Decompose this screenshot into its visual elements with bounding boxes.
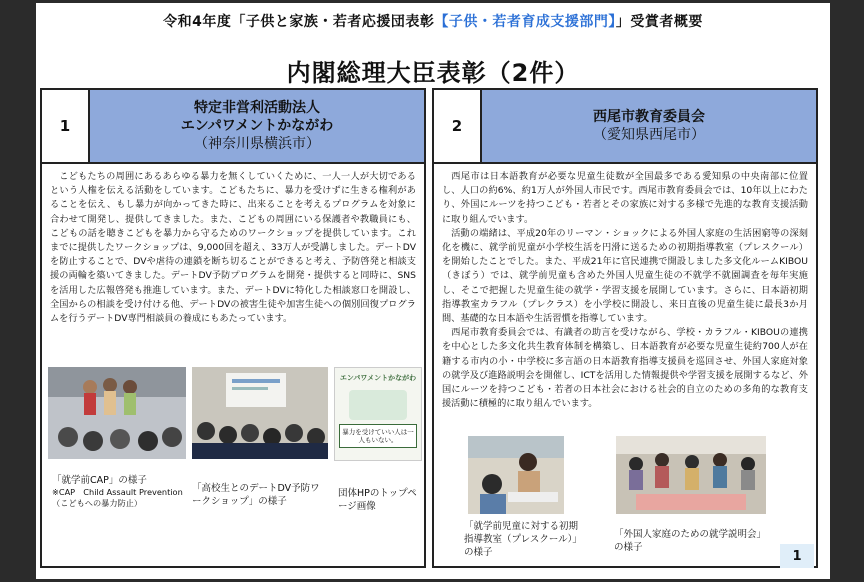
- organization-location: （神奈川県横浜市）: [194, 136, 320, 152]
- caption-photo-1: [52, 474, 184, 509]
- header-title-post: 」受賞者概要: [615, 14, 703, 30]
- caption-main: 「高校生とのデートDV予防ワークショップ」の様子: [192, 483, 320, 507]
- organization-name-line2: エンパワメントかながわ: [180, 118, 334, 134]
- description-paragraph: 活動の端緒は、平成20年のリーマン・ショックによる外国人家庭の生活困窮等の深刻化を機に、就学前児童が小学校生活を円滑に送るための初期指導教室（プレスクール）を開始したことでした。また、平成21年に官民連携で開設しました多文化ルームKIBOU（きぼう）では、就学前児童も含めた外国人児童生徒の不就学不就園調査を毎年実施し、そこで把握した児童生徒の就学・学習支援を展開しています。さらに、日本語初期指導教室カラフル（プレクラス）を小学校に開設し、来日直後の児童生徒に最長3か月間、基礎的な日本語や生活習慣を指導しています。: [442, 227, 808, 325]
- caption-photo-2: [192, 482, 324, 508]
- photo-preschool-cap: [48, 367, 186, 459]
- header-title-pre: 令和4年度「子供と家族・若者応援団表彰: [163, 14, 435, 30]
- caption-main: 「就学前CAP」の様子: [52, 475, 147, 486]
- award-card-2: [432, 88, 818, 568]
- caption-main: 団体HPのトップページ画像: [338, 488, 417, 512]
- organization-name-line1: 西尾市教育委員会: [593, 109, 705, 125]
- caption-main: 「外国人家庭のための就学説明会」の様子: [614, 529, 767, 553]
- organization-location: （愛知県西尾市）: [593, 127, 705, 143]
- main-title: 内閣総理大臣表彰（2件）: [286, 59, 580, 87]
- organization-heading: [90, 90, 424, 162]
- caption-photo-3: [338, 487, 420, 513]
- photo-preschool-class: [468, 436, 564, 514]
- award-card-1: [40, 88, 426, 568]
- poster-illustration: [349, 390, 407, 420]
- caption-photo-4: [464, 520, 584, 559]
- card-description: [442, 170, 808, 411]
- document-header: [36, 11, 830, 31]
- caption-main: 「就学前児童に対する初期指導教室（プレスクール）」の様子: [464, 521, 582, 558]
- poster-slogan-text: 暴力を受けていい人は一人もいない。: [339, 424, 417, 448]
- description-paragraph: こどもたちの周囲にあるあらゆる暴力を無くしていくために、一人一人が大切であるという人権を伝える活動をしています。こどもたちに、暴力を受けずに生きる権利があることを伝え、もし暴力が向かってきた時に、出来ることを考えるプログラムを対象に合わせて開発し、提供してきました。また、こどもの周囲にいる保護者や教職員にも、こどもの話を聴きこどもを暴力から守るためのワークショップを提供しています。これまでに提供したワークショップは、9,000回を超え、33万人が受講しました。デートDVを防止することで、DVや虐待の連鎖を断ち切ることができると考え、予防啓発と相談支援の両輪を築いてきました。デートDV予防プログラムを開発・提供すると同時に、SNSを活用した広報啓発も推進しています。また、デートDVに特化した相談窓口を開設し、全国からの相談を受け付ける他、デートDVの被害生徒や加害生徒への個別回復プログラムを行うデートDV専門相談員の養成にもあたっています。: [50, 171, 416, 325]
- organization-heading: [482, 90, 816, 162]
- photo-website-top-page: [334, 367, 422, 461]
- card-header: [434, 90, 816, 164]
- document-page: [36, 3, 830, 579]
- card-header: [42, 90, 424, 164]
- caption-note: ※CAP Child Assault Prevention（こどもへの暴力防止）: [52, 487, 183, 508]
- card-number: 1: [42, 90, 90, 162]
- card-description: [50, 170, 416, 326]
- caption-photo-5: [614, 528, 774, 554]
- description-paragraph: 西尾市教育委員会では、有識者の助言を受けながら、学校・カラフル・KIBOUの連携を中心とした多文化共生教育体制を構築し、日本語教育が必要な児童生徒約700人が在籍する市内の小・中学校に多言語の日本語教育指導支援員を巡回させ、外国人家庭対象の就学及び進路説明会を開催し、ICTを活用した情報提供や学習支援を展開するなど、外国にルーツを持つこども・若者の日本社会における社会的自立のための多角的な教育支援活動に積極的に取り組んでいます。: [442, 327, 808, 410]
- poster-title-text: エンパワメントかながわ: [339, 374, 417, 382]
- photo-school-briefing: [616, 436, 766, 514]
- photo-dating-violence-workshop: [192, 367, 328, 459]
- page-number: 1: [780, 544, 814, 568]
- card-number: 2: [434, 90, 482, 162]
- description-paragraph: 西尾市は日本語教育が必要な児童生徒数が全国最多である愛知県の中央南部に位置し、人口の約6%、約1万人が外国人市民です。西尾市教育委員会では、10年以上にわたり、外国にルーツを持つこども・若者とその家族に対する多様で先進的な教育支援活動に取り組んでいます。: [442, 171, 808, 225]
- header-title-highlight: 【子供・若者育成支援部門】: [434, 14, 616, 30]
- organization-name-line1: 特定非営利活動法人: [194, 100, 320, 116]
